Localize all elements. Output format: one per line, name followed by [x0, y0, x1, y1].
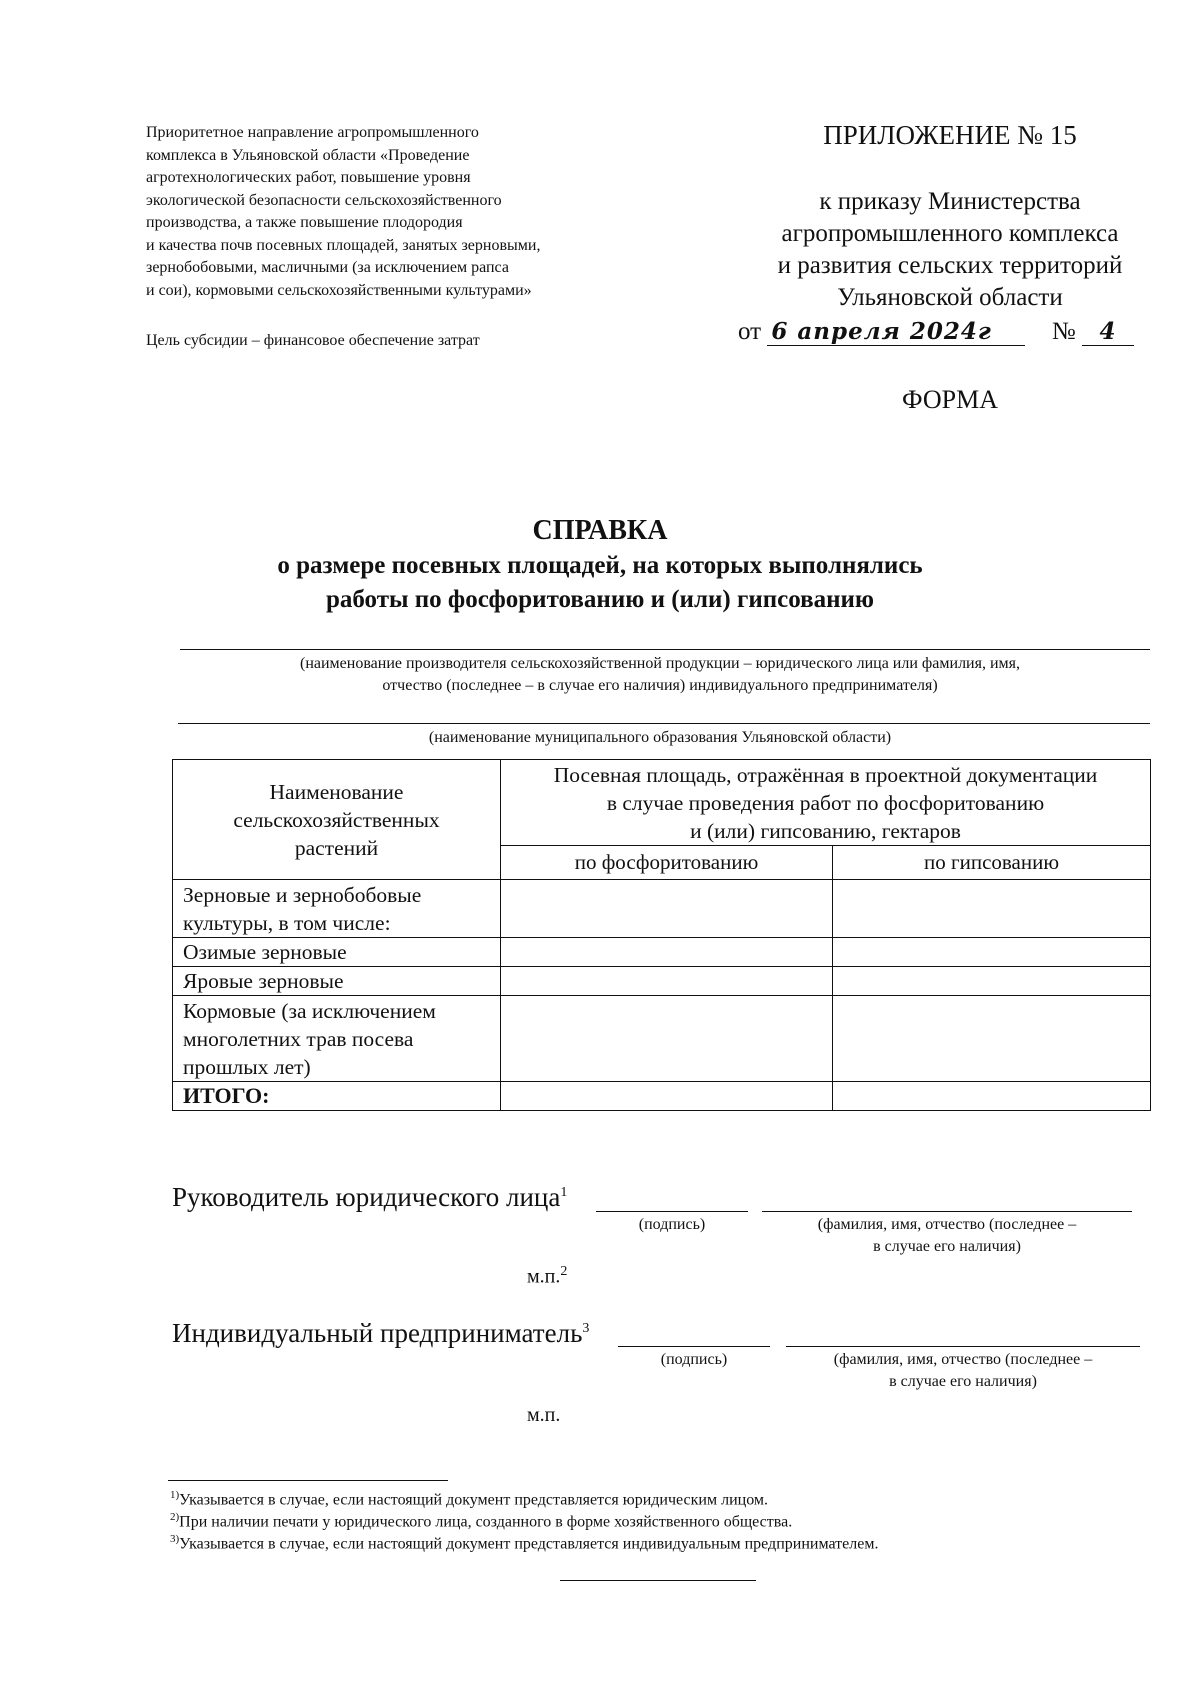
legal-head-text: Руководитель юридического лица — [172, 1182, 561, 1212]
order-line: к приказу Министерства — [819, 188, 1081, 215]
table-row — [173, 880, 1151, 938]
legal-fio-line[interactable] — [762, 1211, 1132, 1212]
cell-phosphoritization[interactable] — [501, 938, 833, 967]
table-row — [173, 938, 1151, 967]
subtitle-line: работы по фосфоритованию и (или) гипсованию — [325, 586, 875, 613]
row-label-line: многолетних трав посева — [183, 1026, 414, 1051]
municipality-name-line[interactable] — [178, 723, 1150, 724]
cell-gypsum-total[interactable] — [833, 1082, 1151, 1111]
header-text: Наименование — [269, 779, 404, 804]
ot-label: от — [738, 318, 762, 345]
priority-line: агротехнологических работ, повышение уровня — [146, 169, 471, 186]
priority-line: комплекса в Ульяновской области «Проведение — [146, 146, 470, 164]
subtitle-line: о размере посевных площадей, на которых выполнялись — [277, 552, 923, 579]
order-line: Ульяновской области — [837, 284, 1063, 311]
entrepreneur-label — [172, 1318, 589, 1349]
document-subtitle — [100, 549, 1100, 617]
order-reference — [720, 186, 1180, 314]
priority-line: и качества почв посевных площадей, занятых зерновыми, — [146, 236, 541, 254]
header-text: и (или) гипсованию, гектаров — [690, 818, 961, 843]
footnote-separator — [168, 1480, 448, 1481]
order-line: и развития сельских территорий — [777, 252, 1123, 279]
priority-line: Приоритетное направление агропромышленного — [146, 124, 479, 141]
fio-hint — [786, 1349, 1140, 1393]
header-text: сельскохозяйственных — [233, 807, 440, 832]
footnote-text: Указывается в случае, если настоящий документ представляется индивидуальным предпринимателем. — [179, 1535, 879, 1553]
header-text: растений — [294, 835, 379, 860]
stamp-place: м.п. — [527, 1404, 561, 1426]
fio-hint-line: в случае его наличия) — [889, 1373, 1037, 1390]
table-row — [173, 996, 1151, 1082]
header-gypsum: по гипсованию — [833, 846, 1151, 880]
footnote-ref: 2 — [560, 1264, 568, 1279]
row-label-line: прошлых лет) — [183, 1054, 311, 1079]
signature-hint: (подпись) — [660, 1351, 728, 1368]
fio-hint-line: в случае его наличия) — [873, 1238, 1021, 1255]
row-label — [173, 996, 501, 1082]
row-label-line: Кормовые (за исключением — [183, 998, 436, 1023]
header-phosphoritization: по фосфоритованию — [501, 846, 833, 880]
priority-line: и сои), кормовыми сельскохозяйственными культурами» — [146, 281, 532, 299]
footnote-text: При наличии печати у юридического лица, созданного в форме хозяйственного общества. — [179, 1513, 793, 1531]
row-label-line: Яровые зерновые — [183, 969, 344, 993]
cell-gypsum[interactable] — [833, 996, 1151, 1082]
municipality-hint: (наименование муниципального образования Ульяновской области) — [428, 729, 892, 746]
header-sowing-area — [501, 760, 1151, 846]
row-label — [173, 880, 501, 938]
header-text: Посевная площадь, отражённая в проектной документации — [553, 762, 1098, 787]
priority-line: производства, а также повышение плодородия — [146, 214, 463, 231]
legal-head-label — [172, 1182, 567, 1213]
table-row-total — [173, 1082, 1151, 1111]
row-label — [173, 938, 501, 967]
row-label — [173, 967, 501, 996]
appendix-number: ПРИЛОЖЕНИЕ № 15 — [823, 120, 1077, 150]
ip-fio-line[interactable] — [786, 1346, 1140, 1347]
footnote — [170, 1528, 878, 1555]
order-date-row — [738, 318, 1134, 346]
total-label: ИТОГО: — [173, 1082, 501, 1111]
stamp-place-text: м.п. — [527, 1265, 561, 1288]
priority-line: экологической безопасности сельскохозяйственного — [146, 191, 502, 209]
cell-phosphoritization-total[interactable] — [501, 1082, 833, 1111]
fio-hint-line: (фамилия, имя, отчество (последнее – — [817, 1216, 1077, 1233]
footnote-mark: 3) — [170, 1533, 180, 1545]
cell-phosphoritization[interactable] — [501, 996, 833, 1082]
order-date-handwritten: 6 апреля 2024г — [767, 318, 1025, 346]
footnote-mark: 1) — [170, 1489, 180, 1501]
producer-hint-line: отчество (последнее – в случае его наличия) индивидуального предпринимателя) — [382, 677, 938, 694]
footnote-ref: 3 — [582, 1321, 590, 1336]
cell-phosphoritization[interactable] — [501, 880, 833, 938]
subsidy-goal: Цель субсидии – финансовое обеспечение затрат — [146, 332, 480, 349]
number-label: № — [1051, 318, 1076, 345]
ip-signature-line[interactable] — [618, 1346, 770, 1347]
producer-hint — [160, 653, 1160, 697]
entrepreneur-text: Индивидуальный предприниматель — [172, 1318, 583, 1348]
document-title: СПРАВКА — [532, 515, 668, 546]
fio-hint — [762, 1214, 1132, 1258]
sowing-area-table — [172, 759, 1151, 1111]
form-label: ФОРМА — [902, 385, 998, 414]
signature-hint: (подпись) — [638, 1216, 706, 1233]
fio-hint-line: (фамилия, имя, отчество (последнее – — [833, 1351, 1093, 1368]
footnote-text: Указывается в случае, если настоящий документ представляется юридическим лицом. — [179, 1491, 769, 1509]
row-label-line: культуры, в том числе: — [183, 910, 391, 935]
table-row — [173, 967, 1151, 996]
header-crop-name — [173, 760, 501, 880]
priority-direction — [146, 122, 666, 302]
cell-gypsum[interactable] — [833, 880, 1151, 938]
footnote-mark: 2) — [170, 1511, 180, 1523]
cell-gypsum[interactable] — [833, 967, 1151, 996]
footnote-ref: 1 — [560, 1185, 568, 1200]
row-label-line: Зерновые и зернобобовые — [183, 882, 422, 907]
stamp-place — [527, 1264, 567, 1289]
cell-phosphoritization[interactable] — [501, 967, 833, 996]
header-text: в случае проведения работ по фосфоритованию — [606, 790, 1045, 815]
order-line: агропромышленного комплекса — [781, 220, 1119, 247]
order-number-handwritten: 4 — [1082, 318, 1134, 346]
legal-signature-line[interactable] — [596, 1211, 748, 1212]
producer-name-line[interactable] — [180, 649, 1150, 650]
producer-hint-line: (наименование производителя сельскохозяйственной продукции – юридического лица или фамилия, имя, — [299, 655, 1021, 672]
row-label-line: Озимые зерновые — [183, 940, 347, 964]
end-divider — [560, 1580, 756, 1581]
cell-gypsum[interactable] — [833, 938, 1151, 967]
priority-line: зернобобовыми, масличными (за исключением рапса — [146, 259, 509, 276]
